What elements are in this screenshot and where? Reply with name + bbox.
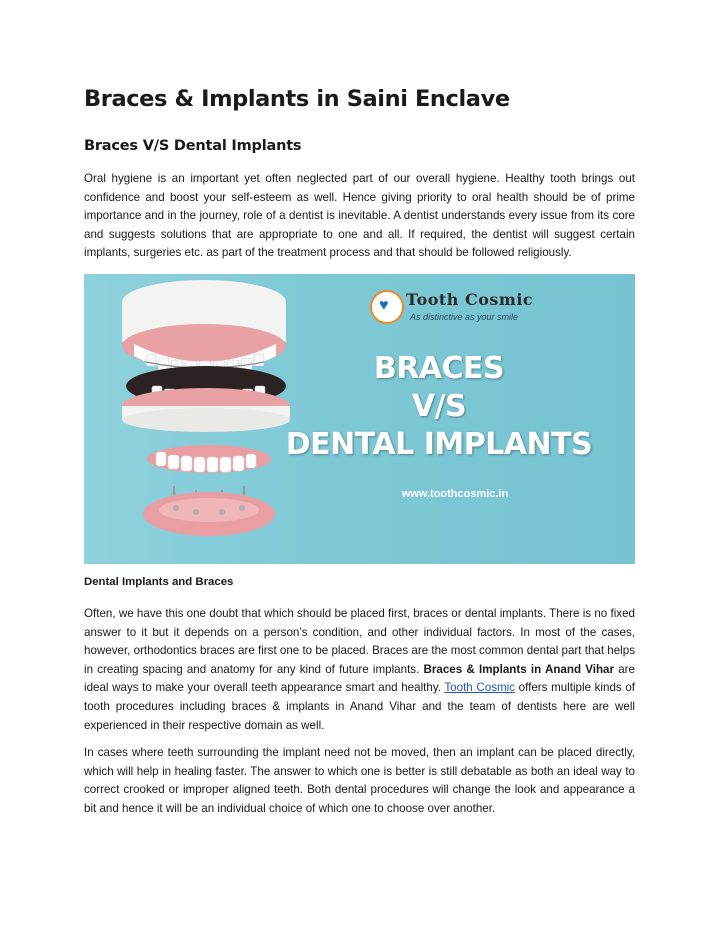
banner-line-dental-implants: DENTAL IMPLANTS [285, 427, 593, 462]
page-title: Braces & Implants in Saini Enclave [84, 86, 510, 112]
banner-url: www.toothcosmic.in [401, 488, 509, 500]
banner-line-vs: V/S [411, 389, 467, 424]
banner-line-braces: BRACES [373, 351, 505, 386]
banner-image [84, 274, 635, 564]
subheading: Braces V/S Dental Implants [84, 138, 302, 154]
paragraph-conclusion: In cases where teeth surrounding the implant need not be moved, then an implant can be placed directly, which will help in healing faster. The answer to which one is better is still debatable as both an ideal way to correct crooked or improper aligned teeth. Both dental procedures will change the look and appearance a bit and hence it will be an individual choice of which one to choose over another. [84, 746, 635, 815]
tooth-logo-icon: ♥ [370, 290, 404, 324]
bold-keyword: Braces & Implants in Anand Vihar [423, 662, 615, 676]
logo-name: Tooth Cosmic [406, 290, 534, 309]
logo-tagline: As distinctive as your smile [410, 312, 519, 322]
paragraph-text: are ideal ways to make your overall teeth appearance smart and healthy. [84, 662, 635, 695]
tooth-cosmic-link[interactable]: Tooth Cosmic [444, 681, 516, 695]
paragraph-text: Often, we have this one doubt that which should be placed first, braces or dental implants. There is no fixed answer to it but it depends on a person’s condition, and other individual factors. In most of the cases, however, orthodontics braces are first one to be placed. Braces are the most common dental part that helps in creating spacing and anatomy for any kind of future implants. [84, 607, 636, 676]
section-heading: Dental Implants and Braces [84, 576, 234, 588]
paragraph-implants-braces [84, 605, 635, 735]
intro-paragraph: Oral hygiene is an important yet often neglected part of our overall hygiene. Healthy tooth brings out confidence and boost your self-esteem as well. Hence giving priority to oral health should be of prime importance and in the journey, role of a dentist is inevitable. A dentist understands every issue from its core and suggests solutions that are appropriate to one and all. If required, the dentist will suggest certain implants, surgeries etc. as part of the treatment process and that should be followed religiously. [84, 172, 635, 260]
tooth-cosmic-logo [370, 290, 570, 330]
paragraph-text: offers multiple kinds of tooth procedures including braces & implants in Anand Vihar and the team of dentists here are well experienced in their respective domain as well. [84, 681, 635, 732]
